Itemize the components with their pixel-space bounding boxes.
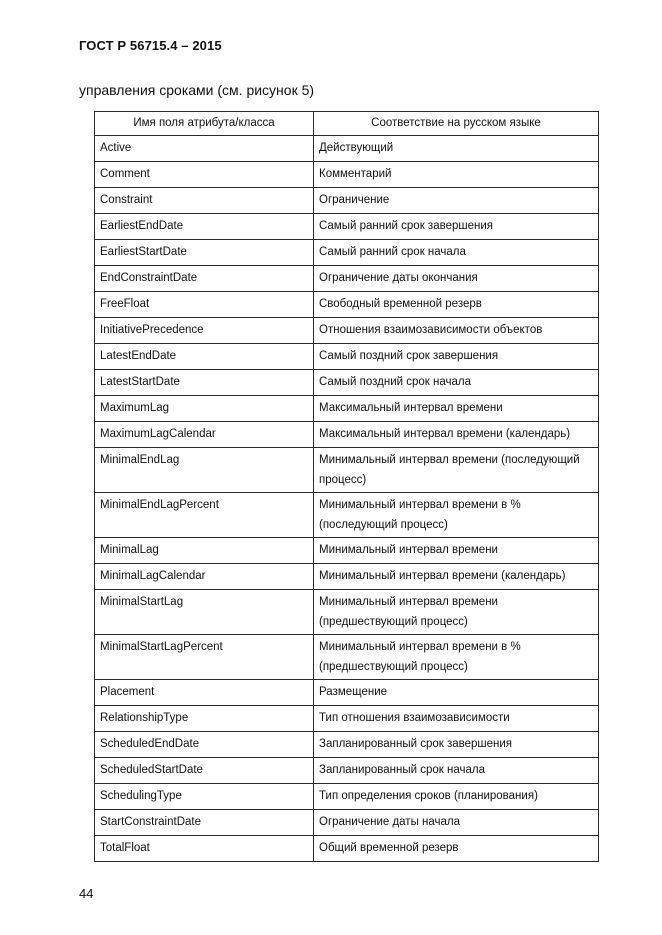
table-row bbox=[95, 784, 599, 810]
attribute-name-cell: FreeFloat bbox=[95, 292, 314, 318]
russian-equivalent-cell: Самый поздний срок завершения bbox=[314, 344, 599, 370]
attribute-name-cell: MinimalEndLagPercent bbox=[95, 493, 314, 538]
russian-equivalent-cell: Самый ранний срок завершения bbox=[314, 214, 599, 240]
attribute-name-cell: StartConstraintDate bbox=[95, 810, 314, 836]
table-row bbox=[95, 318, 599, 344]
column-header-attribute: Имя поля атрибута/класса bbox=[95, 112, 314, 136]
attribute-name-cell: Constraint bbox=[95, 188, 314, 214]
attribute-name-cell: MinimalLagCalendar bbox=[95, 564, 314, 590]
attribute-name-cell: ScheduledStartDate bbox=[95, 758, 314, 784]
table-row bbox=[95, 396, 599, 422]
table-row bbox=[95, 136, 599, 162]
table-row bbox=[95, 266, 599, 292]
russian-equivalent-cell: Минимальный интервал времени в % (последующий процесс) bbox=[314, 493, 599, 538]
attribute-name-cell: Comment bbox=[95, 162, 314, 188]
attribute-name-cell: MinimalStartLag bbox=[95, 590, 314, 635]
table-row bbox=[95, 448, 599, 493]
table-row bbox=[95, 493, 599, 538]
table-row bbox=[95, 564, 599, 590]
table-header bbox=[95, 112, 599, 136]
attribute-name-cell: Active bbox=[95, 136, 314, 162]
russian-equivalent-cell: Запланированный срок начала bbox=[314, 758, 599, 784]
attribute-name-cell: TotalFloat bbox=[95, 836, 314, 862]
attribute-name-cell: SchedulingType bbox=[95, 784, 314, 810]
attribute-name-cell: MinimalStartLagPercent bbox=[95, 635, 314, 680]
table-row bbox=[95, 188, 599, 214]
russian-equivalent-cell: Комментарий bbox=[314, 162, 599, 188]
attribute-name-cell: LatestStartDate bbox=[95, 370, 314, 396]
attribute-name-cell: LatestEndDate bbox=[95, 344, 314, 370]
attribute-name-cell: MinimalLag bbox=[95, 538, 314, 564]
table-row bbox=[95, 758, 599, 784]
russian-equivalent-cell: Минимальный интервал времени bbox=[314, 538, 599, 564]
page-number: 44 bbox=[79, 886, 94, 901]
document-header: ГОСТ Р 56715.4 – 2015 bbox=[79, 38, 222, 53]
attribute-name-cell: MaximumLag bbox=[95, 396, 314, 422]
russian-equivalent-cell: Ограничение даты окончания bbox=[314, 266, 599, 292]
table-body bbox=[95, 136, 599, 862]
russian-equivalent-cell: Общий временной резерв bbox=[314, 836, 599, 862]
table-row bbox=[95, 162, 599, 188]
attribute-name-cell: EndConstraintDate bbox=[95, 266, 314, 292]
table-row bbox=[95, 344, 599, 370]
attribute-name-cell: ScheduledEndDate bbox=[95, 732, 314, 758]
russian-equivalent-cell: Действующий bbox=[314, 136, 599, 162]
russian-equivalent-cell: Минимальный интервал времени (последующий процесс) bbox=[314, 448, 599, 493]
column-header-russian: Соответствие на русском языке bbox=[314, 112, 599, 136]
russian-equivalent-cell: Отношения взаимозависимости объектов bbox=[314, 318, 599, 344]
russian-equivalent-cell: Свободный временной резерв bbox=[314, 292, 599, 318]
attribute-name-cell: RelationshipType bbox=[95, 706, 314, 732]
russian-equivalent-cell: Максимальный интервал времени (календарь) bbox=[314, 422, 599, 448]
attribute-mapping-table bbox=[94, 111, 599, 862]
attribute-name-cell: EarliestEndDate bbox=[95, 214, 314, 240]
table-row bbox=[95, 635, 599, 680]
russian-equivalent-cell: Ограничение даты начала bbox=[314, 810, 599, 836]
russian-equivalent-cell: Минимальный интервал времени (календарь) bbox=[314, 564, 599, 590]
table-header-row bbox=[95, 112, 599, 136]
attribute-name-cell: Placement bbox=[95, 680, 314, 706]
table-row bbox=[95, 422, 599, 448]
russian-equivalent-cell: Минимальный интервал времени (предшествующий процесс) bbox=[314, 590, 599, 635]
table-row bbox=[95, 706, 599, 732]
table-row bbox=[95, 240, 599, 266]
russian-equivalent-cell: Тип отношения взаимозависимости bbox=[314, 706, 599, 732]
table-row bbox=[95, 590, 599, 635]
russian-equivalent-cell: Самый ранний срок начала bbox=[314, 240, 599, 266]
russian-equivalent-cell: Запланированный срок завершения bbox=[314, 732, 599, 758]
russian-equivalent-cell: Ограничение bbox=[314, 188, 599, 214]
table-row bbox=[95, 538, 599, 564]
table-row bbox=[95, 810, 599, 836]
table-row bbox=[95, 732, 599, 758]
attribute-name-cell: InitiativePrecedence bbox=[95, 318, 314, 344]
russian-equivalent-cell: Размещение bbox=[314, 680, 599, 706]
russian-equivalent-cell: Минимальный интервал времени в % (предшествующий процесс) bbox=[314, 635, 599, 680]
table-row bbox=[95, 292, 599, 318]
table-row bbox=[95, 836, 599, 862]
russian-equivalent-cell: Максимальный интервал времени bbox=[314, 396, 599, 422]
table-row bbox=[95, 214, 599, 240]
attribute-name-cell: MinimalEndLag bbox=[95, 448, 314, 493]
attribute-name-cell: MaximumLagCalendar bbox=[95, 422, 314, 448]
intro-text: управления сроками (см. рисунок 5) bbox=[79, 82, 315, 98]
russian-equivalent-cell: Самый поздний срок начала bbox=[314, 370, 599, 396]
attribute-name-cell: EarliestStartDate bbox=[95, 240, 314, 266]
table-row bbox=[95, 680, 599, 706]
russian-equivalent-cell: Тип определения сроков (планирования) bbox=[314, 784, 599, 810]
table-row bbox=[95, 370, 599, 396]
